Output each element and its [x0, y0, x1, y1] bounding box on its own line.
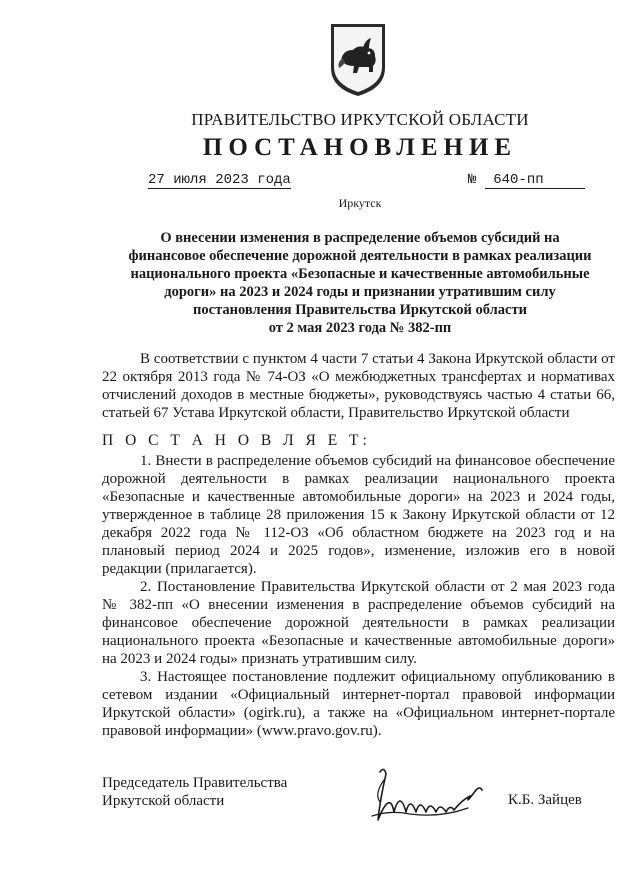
signatory-title-line2: Иркутской области — [102, 793, 225, 809]
handwritten-signature — [350, 760, 500, 840]
signatory-title-line1: Председатель Правительства — [102, 775, 288, 791]
decree-items — [102, 452, 615, 740]
decree-word: П О С Т А Н О В Л Я Е Т: — [102, 432, 371, 449]
number-value-line — [485, 172, 585, 189]
number-value: 640-пп — [493, 172, 544, 188]
decree-item-1: 1. Внести в распределение объемов субсидий на финансовое обеспечение дорожной деятельности в рамках реализации национального проекта «Безопасные и качественные автомобильные дороги» на 2023 и 2024 годы, утвержденное в таблице 28 приложения 15 к Закону Иркутской области от 12 декабря 2022 года № 112-ОЗ «Об областном бюджете на 2023 год и на плановый период 2024 и 2025 годов», изменение, изложив его в новой редакции (прилагается). — [102, 453, 615, 577]
signatory-name: К.Б. Зайцев — [508, 792, 582, 808]
signatory-title — [102, 774, 287, 810]
preamble-text: В соответствии с пунктом 4 части 7 статьи 4 Закона Иркутской области от 22 октября 2013 года № 74-ОЗ «О межбюджетных трансфертах и нормативах отчислений доходов в местные бюджеты», руководствуясь частью 4 статьи 66, статьей 67 Устава Иркутской области, Правительство Иркутской области — [102, 351, 615, 421]
preamble — [102, 350, 615, 422]
document-date — [148, 172, 291, 188]
document-type: ПОСТАНОВЛЕНИЕ — [202, 134, 518, 161]
organization-name: ПРАВИТЕЛЬСТВО ИРКУТСКОЙ ОБЛАСТИ — [191, 110, 529, 129]
number-prefix: № — [468, 172, 477, 188]
title-line: постановления Правительства Иркутской области — [193, 302, 527, 318]
title-line: от 2 мая 2023 года № 382-пп — [268, 320, 452, 336]
document-number — [468, 172, 585, 189]
irkutsk-emblem-icon — [329, 22, 387, 98]
decree-item-2: 2. Постановление Правительства Иркутской области от 2 мая 2023 года № 382-пп «О внесении изменения в распределение объемов субсидий на финансовое обеспечение дорожной деятельности в рамках реализации национального проекта «Безопасные и качественные автомобильные дороги» на 2023 и 2024 годы» признать утратившим силу. — [102, 579, 615, 667]
title-line: О внесении изменения в распределение объемов субсидий на — [160, 230, 560, 246]
title-line: финансовое обеспечение дорожной деятельности в рамках реализации — [128, 248, 592, 264]
date-value: 27 июля 2023 года — [148, 172, 291, 188]
title-line: дороги» на 2023 и 2024 годы и признании утратившим силу — [164, 284, 556, 300]
title-line: национального проекта «Безопасные и качественные автомобильные — [130, 266, 590, 282]
document-title — [102, 229, 618, 337]
city: Иркутск — [338, 196, 382, 210]
decree-item-3: 3. Настоящее постановление подлежит официальному опубликованию в сетевом издании «Официальный интернет-портал правовой информации Иркутской области» (ogirk.ru), а также на «Официальном интернет-портале правовой информации» (www.pravo.gov.ru). — [102, 669, 615, 739]
